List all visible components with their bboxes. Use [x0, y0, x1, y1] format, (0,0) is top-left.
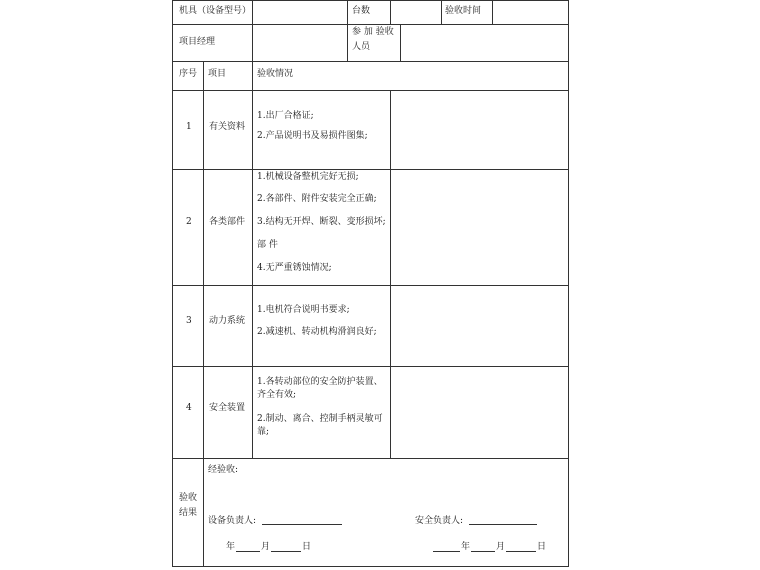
row-1-number: 1: [186, 122, 192, 132]
divider: [173, 169, 568, 170]
result-label: 验收结果: [179, 493, 198, 518]
divider: [173, 61, 568, 62]
row-2-line-1: 1.机械设备整机完好无损;: [257, 172, 359, 182]
divider: [173, 366, 568, 367]
right-date-year-blank[interactable]: [433, 541, 460, 552]
serial-header: 序号: [179, 69, 198, 79]
divider: [492, 0, 493, 24]
divider: [252, 90, 253, 458]
project-manager-label: 项目经理: [179, 37, 216, 47]
divider: [390, 0, 391, 24]
row-4-item: 安全装置: [209, 403, 246, 413]
safety-responsible-label: 安全负责人:: [415, 516, 464, 526]
right-date-day: 日: [537, 542, 547, 552]
divider: [390, 90, 391, 458]
row-2-number: 2: [186, 217, 192, 227]
right-date-month-blank[interactable]: [471, 541, 495, 552]
divider: [173, 90, 568, 91]
divider: [173, 0, 568, 1]
equipment-responsible-label: 设备负责人:: [208, 516, 257, 526]
row-3-item: 动力系统: [209, 316, 246, 326]
acceptance-time-label: 验收时间: [445, 6, 482, 16]
passed-label: 经验收:: [208, 465, 239, 475]
row-2-line-4: 部 件: [257, 240, 278, 250]
divider: [173, 285, 568, 286]
row-1-item: 有关资料: [209, 122, 246, 132]
divider: [203, 61, 204, 566]
row-3-line-2: 2.减速机、转动机构滑润良好;: [257, 327, 377, 337]
right-date-year: 年: [461, 542, 471, 552]
right-date-day-blank[interactable]: [506, 541, 536, 552]
safety-responsible-signature-line[interactable]: [469, 514, 537, 525]
left-date-month-blank[interactable]: [236, 541, 260, 552]
item-header: 项目: [208, 69, 227, 79]
left-date-month: 月: [261, 542, 271, 552]
row-1-line-1: 1.出厂合格证;: [257, 111, 314, 121]
divider: [173, 458, 568, 459]
row-2-line-5: 4.无严重锈蚀情况;: [257, 263, 332, 273]
divider: [347, 0, 348, 61]
quantity-label: 台数: [352, 6, 371, 16]
equipment-label: 机具（设备型号）: [179, 6, 252, 16]
row-4-line-1: 1.各转动部位的安全防护装置、齐全有效;: [257, 377, 383, 400]
row-2-item: 各类部件: [209, 217, 246, 227]
divider: [252, 61, 253, 90]
participants-label: 参 加 验收人员: [352, 27, 394, 52]
divider: [441, 0, 442, 24]
left-date-day: 日: [302, 542, 312, 552]
acceptance-form: [172, 0, 569, 567]
left-date-year: 年: [226, 542, 236, 552]
inspection-header: 验收情况: [257, 69, 294, 79]
row-2-line-3: 3.结构无开焊、断裂、变形损坏;: [257, 217, 386, 227]
row-2-line-2: 2.各部件、附件安装完全正确;: [257, 194, 377, 204]
divider: [400, 24, 401, 61]
row-3-number: 3: [186, 316, 192, 326]
right-date-month: 月: [496, 542, 506, 552]
row-3-line-1: 1.电机符合说明书要求;: [257, 305, 350, 315]
row-4-line-2: 2.制动、离合、控制手柄灵敏可靠;: [257, 414, 383, 437]
divider: [252, 0, 253, 61]
left-date-day-blank[interactable]: [271, 541, 301, 552]
row-4-number: 4: [186, 403, 192, 413]
equipment-responsible-signature-line[interactable]: [262, 514, 342, 525]
row-1-line-2: 2.产品说明书及易损件图集;: [257, 131, 368, 141]
